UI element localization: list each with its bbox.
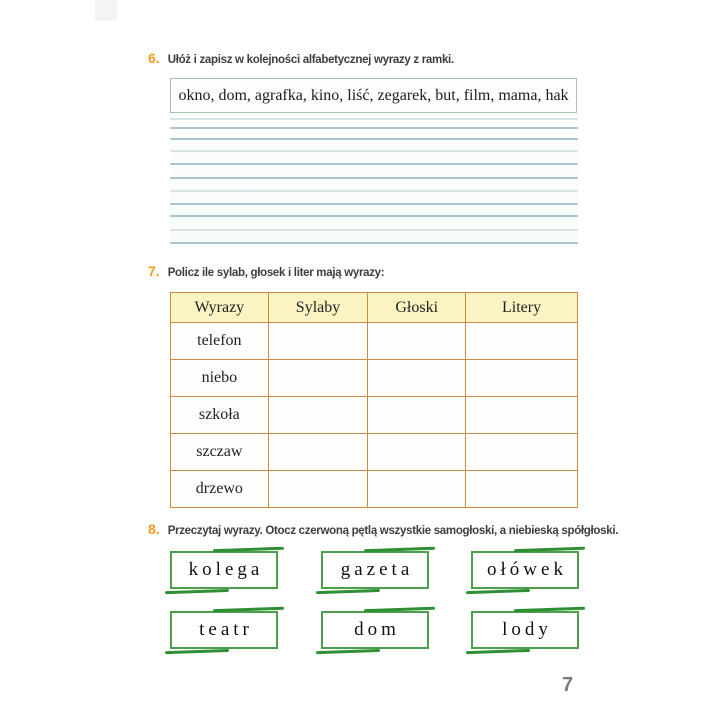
table-cell-empty: [466, 397, 578, 434]
table-cell-empty: [368, 360, 466, 397]
exercise-7-instruction: Policz ile sylab, głosek i liter mają wyrazy:: [167, 267, 385, 279]
table-cell-empty: [268, 360, 368, 397]
exercise-6-heading: [148, 50, 588, 66]
table-header-gloski: Głoski: [368, 293, 466, 323]
writing-line: [170, 127, 578, 129]
writing-line: [170, 150, 578, 152]
syllable-count-table: [170, 292, 578, 508]
exercise-7-number: 7.: [148, 263, 160, 279]
table-row: [171, 434, 578, 471]
page-corner-tab-mark: [95, 0, 117, 21]
exercise-6-instruction: Ułóż i zapisz w kolejności alfabetycznej wyrazy z ramki.: [167, 54, 454, 66]
table-cell-word: szczaw: [171, 434, 269, 471]
writing-line: [170, 242, 578, 244]
table-header-wyrazy: Wyrazy: [171, 293, 269, 323]
table-cell-empty: [466, 323, 578, 360]
table-row: [171, 471, 578, 508]
table-row: [171, 323, 578, 360]
page-number: 7: [562, 674, 574, 696]
table-row: [171, 397, 578, 434]
table-cell-empty: [368, 397, 466, 434]
table-cell-word: drzewo: [171, 471, 269, 508]
table-cell-empty: [368, 323, 466, 360]
writing-line: [170, 118, 578, 120]
exercise-8-instruction: Przeczytaj wyrazy. Otocz czerwoną pętlą wszystkie samogłoski, a niebieską spółgłoski.: [167, 525, 619, 537]
table-cell-empty: [466, 434, 578, 471]
table-header-sylaby: Sylaby: [268, 293, 368, 323]
writing-line: [170, 229, 578, 231]
writing-line: [170, 177, 578, 179]
exercise-6-number: 6.: [148, 50, 160, 66]
word-card-lody: lody: [471, 611, 579, 649]
writing-line: [170, 190, 578, 192]
word-card-kolega: kolega: [170, 551, 278, 589]
exercise-6-word-box: okno, dom, agrafka, kino, liść, zegarek, but, film, mama, hak: [170, 78, 577, 113]
writing-line: [170, 163, 578, 165]
table-cell-empty: [466, 360, 578, 397]
word-card-dom: dom: [321, 611, 429, 649]
exercise-7-heading: [148, 263, 588, 279]
writing-line: [170, 138, 578, 140]
word-card-teatr: teatr: [170, 611, 278, 649]
table-cell-empty: [268, 471, 368, 508]
table-cell-empty: [466, 471, 578, 508]
table-cell-empty: [268, 434, 368, 471]
table-cell-empty: [368, 471, 466, 508]
table-header-litery: Litery: [466, 293, 578, 323]
table-cell-word: niebo: [171, 360, 269, 397]
table-cell-empty: [368, 434, 466, 471]
exercise-8-heading: [148, 521, 619, 537]
word-card-gazeta: gazeta: [321, 551, 429, 589]
table-row: [171, 360, 578, 397]
writing-line: [170, 203, 578, 205]
word-card-olowek: ołówek: [471, 551, 579, 589]
exercise-6-writing-lines: [170, 117, 578, 247]
writing-line: [170, 215, 578, 217]
table-cell-empty: [268, 397, 368, 434]
exercise-8-number: 8.: [148, 521, 160, 537]
table-header-row: [171, 293, 578, 323]
table-cell-word: telefon: [171, 323, 269, 360]
table-cell-word: szkoła: [171, 397, 269, 434]
table-cell-empty: [268, 323, 368, 360]
